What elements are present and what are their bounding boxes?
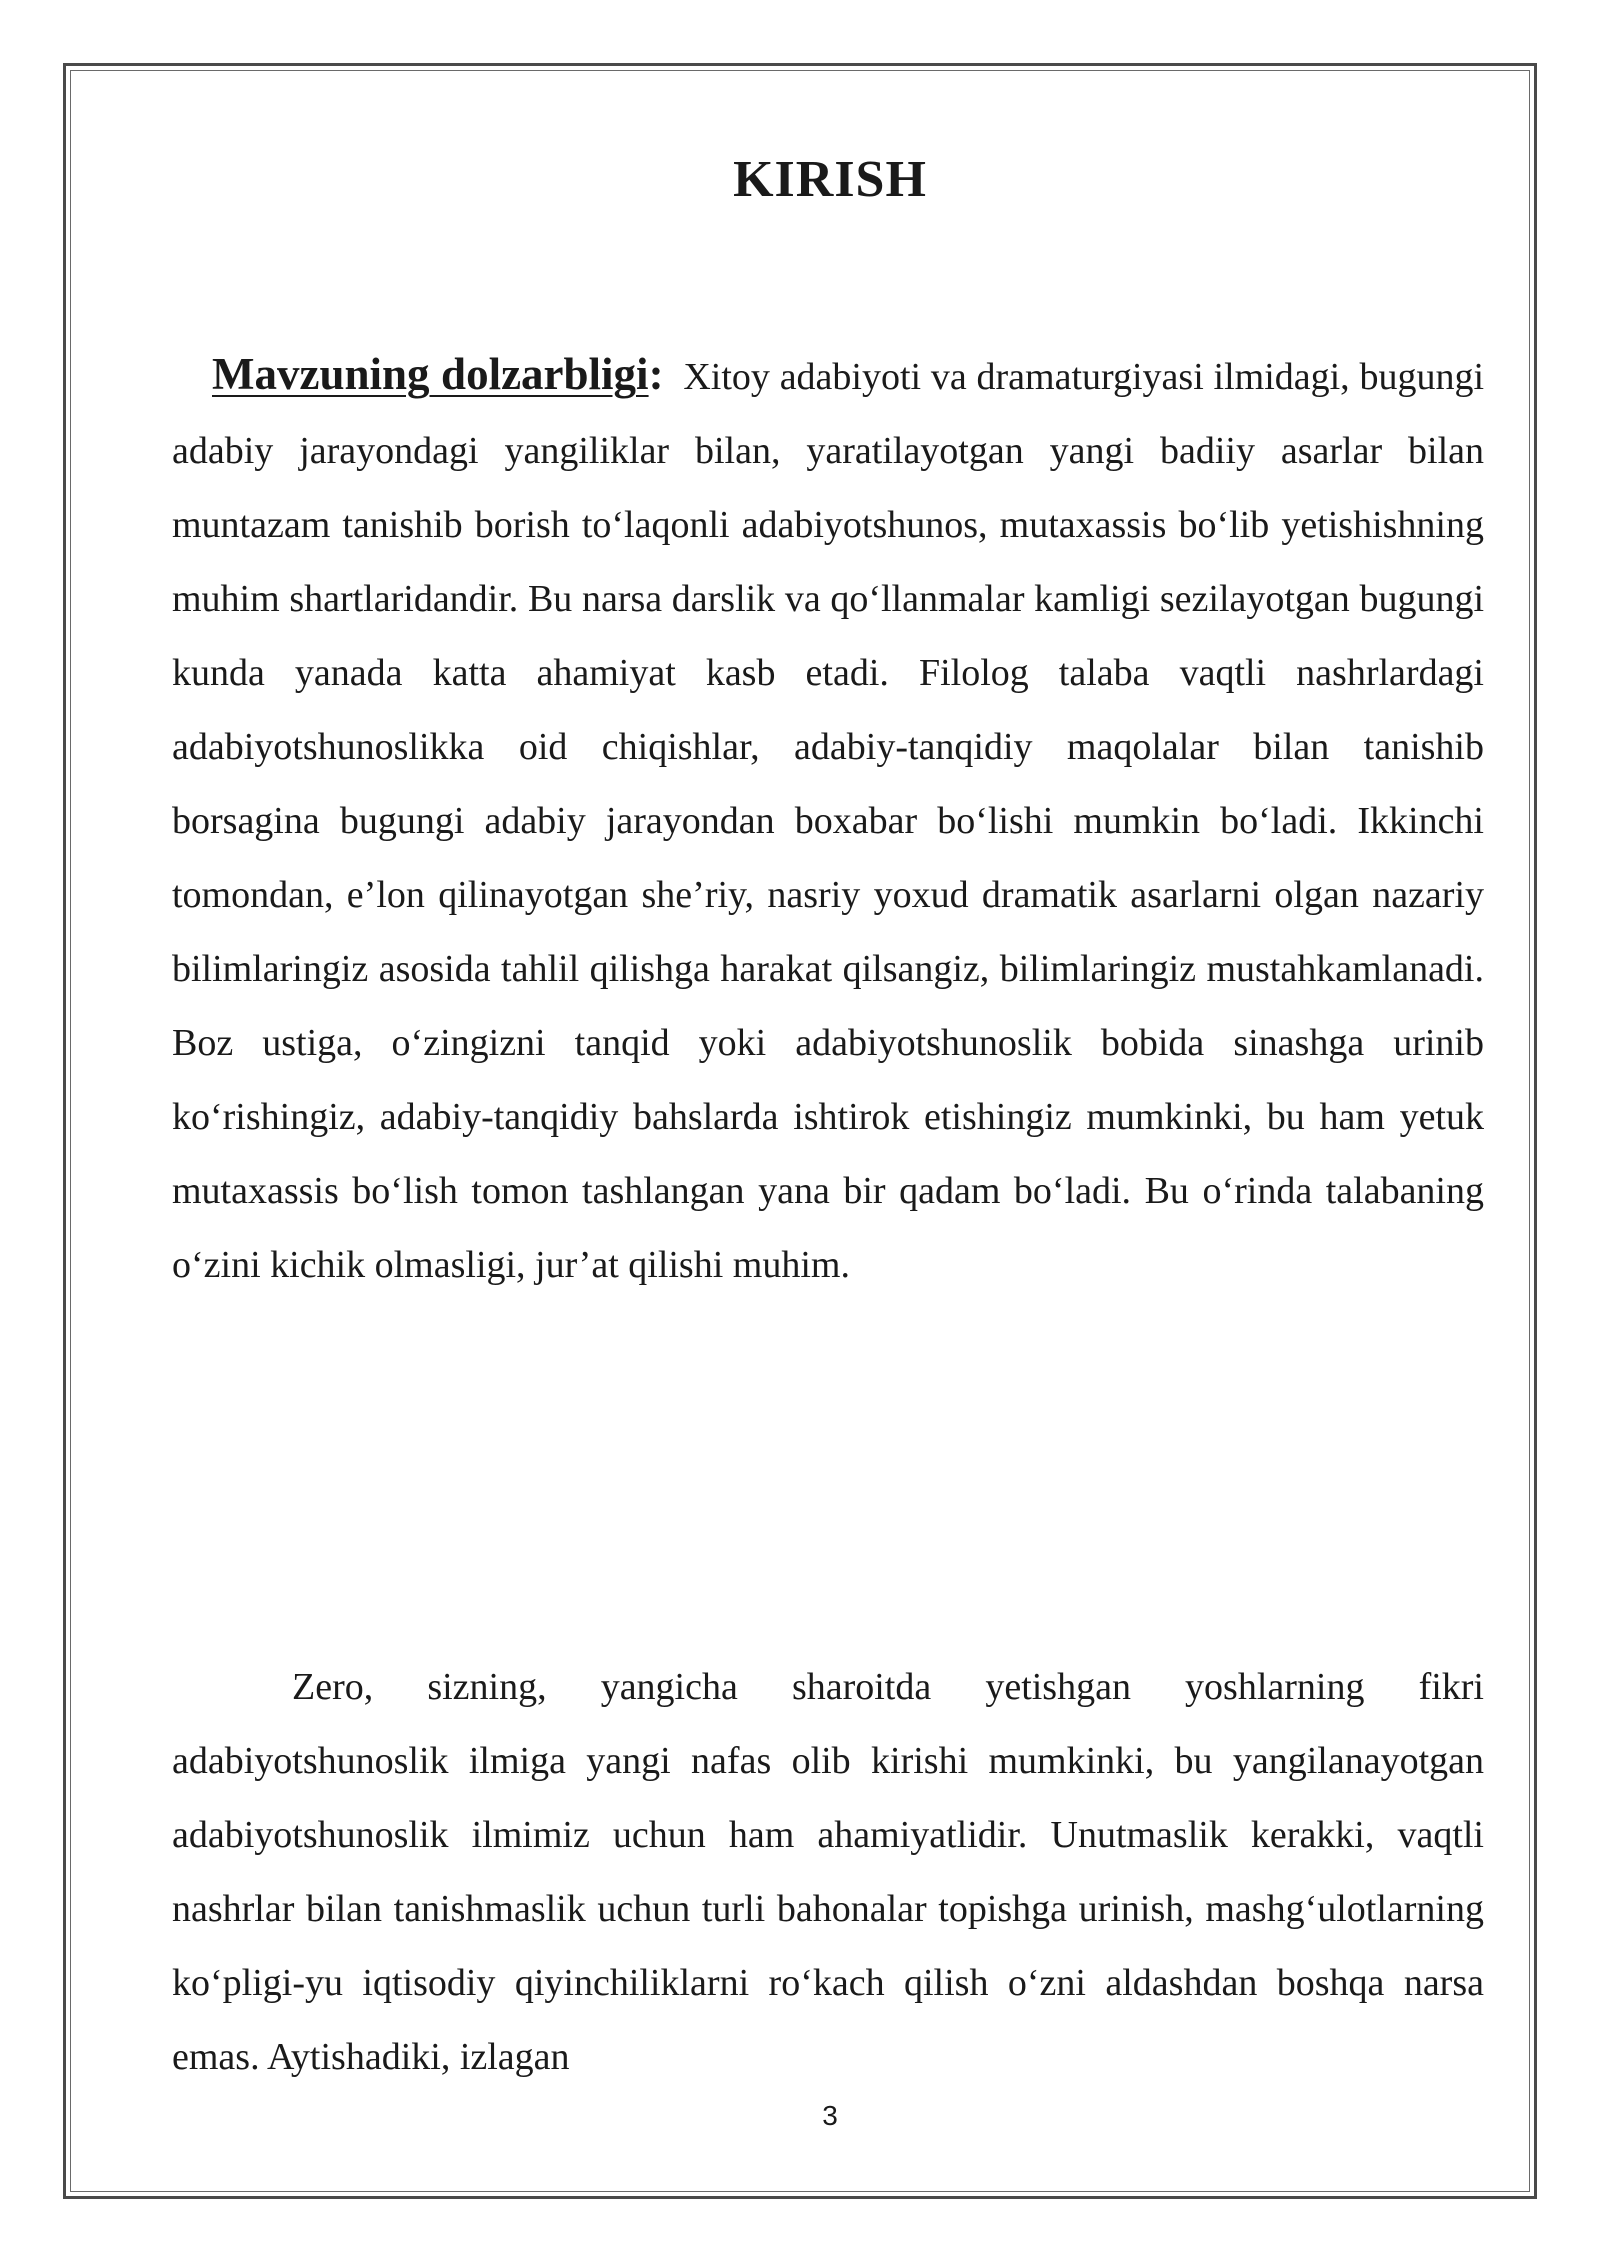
paragraph1-text: Xitoy adabiyoti va dramaturgiyasi ilmidagi, bugungi adabiy jarayondagi yangiliklar bilan, yaratilayotgan yangi badiiy asarlar bilan muntazam tanishib borish to‘laqonli adabiyotshunos, mutaxassis bo‘lib yetishishning muhim shartlaridandir. Bu narsa darslik va qo‘llanmalar kamligi sezilayotgan bugungi kunda yanada katta ahamiyat kasb etadi. Filolog talaba vaqtli nashrlardagi adabiyotshunoslikka oid chiqishlar, adabiy-tanqidiy maqolalar bilan tanishib borsagina bugungi adabiy jarayondan boxabar bo‘lishi mumkin bo‘ladi. Ikkinchi tomondan, e’lon qilinayotgan she’riy, nasriy yoxud dramatik asarlarni olgan nazariy bilimlaringiz asosida tahlil qilishga harakat qilsangiz, bilimlaringiz mustahkamlanadi. Boz ustiga, o‘zingizni tanqid yoki adabiyotshunoslik bobida sinashga urinib ko‘rishingiz, adabiy-tanqidiy bahslarda ishtirok etishingiz mumkinki, bu ham yetuk mutaxassis bo‘lish tomon tashlangan yana bir qadam bo‘ladi. Bu o‘rinda talabaning o‘zini kichik olmasligi, jur’at qilishi muhim. <box>172 356 1485 1286</box>
page-title: KIRISH <box>733 151 927 208</box>
paragraph-continuation <box>172 1650 1484 2094</box>
page-number: 3 <box>822 2100 838 2131</box>
paragraph-relevance <box>172 337 1484 1302</box>
section-heading: Mavzuning dolzarbligi <box>212 349 649 399</box>
paragraph2-text: Zero, sizning, yangicha sharoitda yetishgan yoshlarning fikri adabiyotshunoslik ilmiga yangi nafas olib kirishi mumkinki, bu yangilanayotgan adabiyotshunoslik ilmimiz uchun ham ahamiyatlidir. Unutmaslik kerakki, vaqtli nashrlar bilan tanishmaslik uchun turli bahonalar topishga urinish, mashg‘ulotlarning ko‘pligi-yu iqtisodiy qiyinchiliklarni ro‘kach qilish o‘zni aldashdan boshqa narsa emas. Aytishadiki, izlagan <box>172 1666 1484 2078</box>
section-heading-colon: : <box>648 349 664 399</box>
